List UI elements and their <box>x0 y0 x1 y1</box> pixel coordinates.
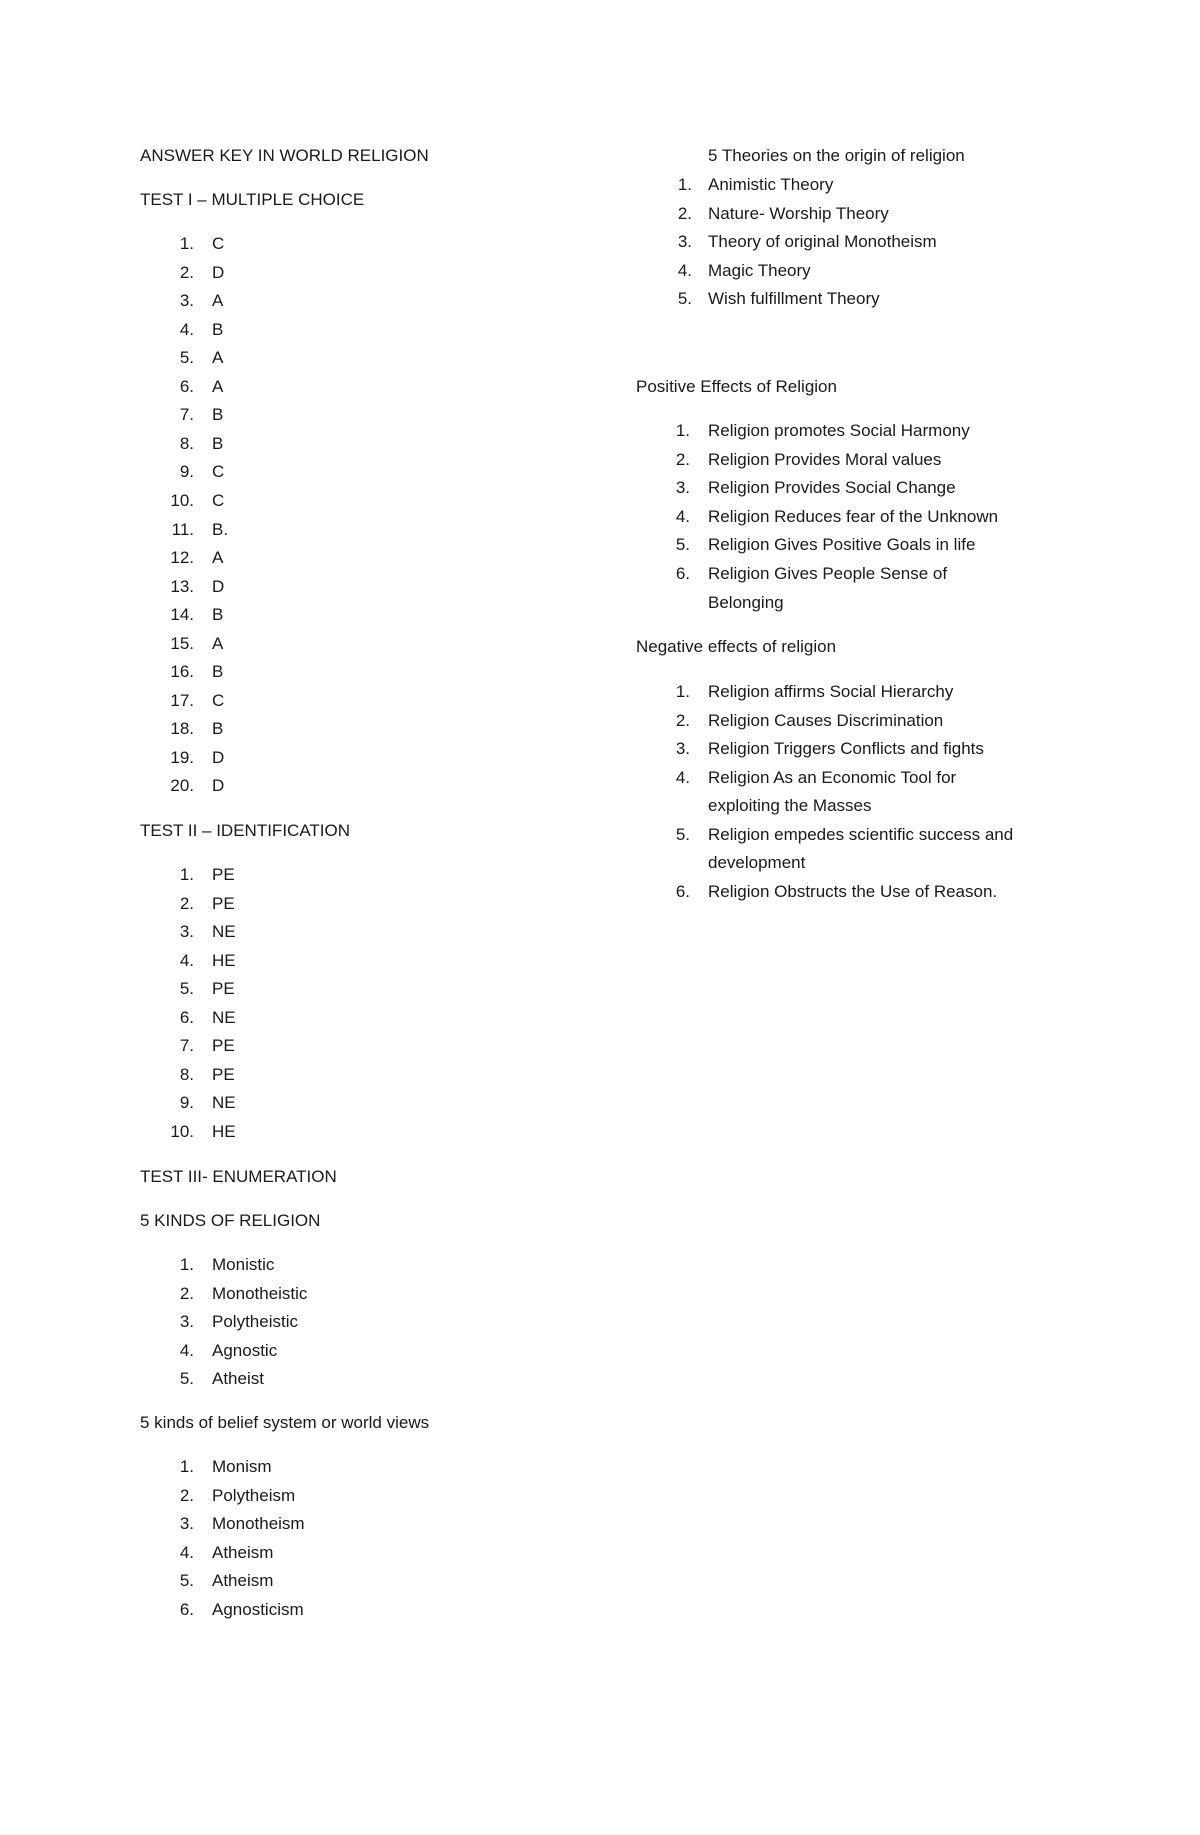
list-item-number: 3. <box>179 1312 194 1332</box>
list-item <box>140 1121 236 1143</box>
list-item-text-continued: development <box>708 853 806 872</box>
list-item-number: 2. <box>179 1485 194 1505</box>
list-item <box>140 1340 278 1362</box>
list-item-text: B <box>212 319 224 339</box>
list-item <box>672 288 880 310</box>
list-item <box>140 1570 274 1592</box>
kinds-of-religion-heading: 5 KINDS OF RELIGION <box>140 1211 321 1230</box>
list-item-number: 18. <box>170 719 194 739</box>
list-item-number: 9. <box>179 1093 194 1113</box>
list-item-text: PE <box>212 1036 235 1056</box>
list-item-text: B <box>212 719 224 739</box>
list-item-text: Wish fulfillment Theory <box>708 289 880 309</box>
list-item-number: 5. <box>675 535 690 555</box>
list-item-text: B <box>212 405 224 425</box>
list-item-number: 6. <box>675 564 690 583</box>
list-item-text: A <box>212 291 224 311</box>
list-item-number: 4. <box>179 1340 194 1360</box>
list-item-text: D <box>212 776 225 796</box>
list-item-text: B <box>212 605 224 625</box>
list-item <box>140 1542 274 1564</box>
list-item-number: 4. <box>675 767 690 787</box>
list-item <box>140 1254 275 1276</box>
list-item <box>140 864 235 886</box>
list-item-number: 2. <box>675 710 690 730</box>
list-item-text: Religion Triggers Conflicts and fights <box>708 739 984 758</box>
list-item-text: Religion promotes Social Harmony <box>708 421 970 440</box>
list-item <box>140 1092 236 1114</box>
list-item-number: 10. <box>170 1121 194 1141</box>
list-item <box>140 718 224 740</box>
list-item <box>140 1283 308 1305</box>
list-item-text: HE <box>212 950 236 970</box>
list-item-text: Religion Reduces fear of the Unknown <box>708 506 999 526</box>
list-item-number: 1. <box>179 1255 194 1274</box>
list-item-text: Religion Obstructs the Use of Reason. <box>708 881 998 901</box>
list-item <box>140 1485 296 1507</box>
list-item <box>140 1035 235 1057</box>
list-item <box>140 1456 272 1478</box>
list-item <box>140 978 235 1000</box>
list-item-text: Agnostic <box>212 1340 278 1360</box>
list-item-text: NE <box>212 1007 236 1027</box>
list-item-number: 7. <box>179 1036 194 1056</box>
list-item-number: 16. <box>170 662 194 682</box>
list-item <box>140 347 224 369</box>
list-item-text: C <box>212 462 225 482</box>
list-item-number: 5. <box>179 1571 194 1591</box>
list-item-text: A <box>212 348 224 368</box>
list-item-text: D <box>212 747 225 767</box>
list-item-text: Religion affirms Social Hierarchy <box>708 682 954 701</box>
list-item-number: 8. <box>179 433 194 453</box>
list-item-text: C <box>212 490 225 510</box>
list-item <box>672 174 834 196</box>
list-item <box>140 262 225 284</box>
list-item-text: Atheist <box>212 1369 264 1389</box>
list-item-text: Religion empedes scientific success and <box>708 824 1014 844</box>
list-item-number: 5. <box>179 1369 194 1389</box>
list-item-number: 11. <box>171 519 194 539</box>
list-item-text: B. <box>212 519 229 539</box>
list-item-number: 2. <box>677 203 692 223</box>
list-item-text: Religion As an Economic Tool for <box>708 767 957 787</box>
list-item-text: Religion Causes Discrimination <box>708 710 944 730</box>
list-item-text: Atheism <box>212 1571 274 1591</box>
list-item-text: HE <box>212 1121 236 1141</box>
list-item-number: 1. <box>179 234 194 253</box>
list-item-text: Monotheism <box>212 1514 305 1534</box>
list-item-text: NE <box>212 922 236 942</box>
list-item-number: 15. <box>170 633 194 653</box>
test1-heading: TEST I – MULTIPLE CHOICE <box>140 190 365 209</box>
list-item-text: Monotheistic <box>212 1283 308 1303</box>
list-item-text: PE <box>212 1064 235 1084</box>
list-item-number: 7. <box>179 405 194 425</box>
list-item-text: B <box>212 433 224 453</box>
list-item-text: PE <box>212 865 235 884</box>
list-item-number: 4. <box>179 1542 194 1562</box>
list-item-number: 5. <box>179 348 194 368</box>
list-item-number: 9. <box>179 462 194 482</box>
list-item <box>140 1368 264 1390</box>
list-item <box>140 547 224 569</box>
list-item-number: 6. <box>179 1599 194 1619</box>
list-item-text: NE <box>212 1093 236 1113</box>
list-item-number: 5. <box>677 289 692 309</box>
list-item-text: D <box>212 576 225 596</box>
list-item <box>140 519 229 541</box>
list-item-number: 1. <box>677 175 692 194</box>
list-item <box>140 233 225 255</box>
list-item-text: Nature- Worship Theory <box>708 203 889 223</box>
list-item-text: Religion Gives People Sense of <box>708 564 948 583</box>
list-item-number: 4. <box>179 950 194 970</box>
list-item-number: 1. <box>675 421 690 440</box>
list-item-number: 3. <box>675 739 690 758</box>
list-item-text: C <box>212 690 225 710</box>
list-item <box>140 661 224 683</box>
list-item <box>140 290 224 312</box>
list-item-text: A <box>212 633 224 653</box>
list-item-number: 2. <box>675 449 690 469</box>
list-item <box>140 461 225 483</box>
list-item <box>140 433 224 455</box>
list-item-text: Animistic Theory <box>708 175 834 194</box>
list-item-number: 1. <box>675 682 690 701</box>
theories-heading: 5 Theories on the origin of religion <box>708 146 965 165</box>
list-item-text: Monistic <box>212 1255 275 1274</box>
list-item <box>140 576 225 598</box>
positive-effects-heading: Positive Effects of Religion <box>636 377 837 396</box>
list-item <box>672 231 937 253</box>
list-item-text: Monism <box>212 1457 272 1476</box>
list-item-number: 10. <box>170 490 194 510</box>
list-item-number: 3. <box>179 291 194 311</box>
list-item-text: PE <box>212 893 235 913</box>
list-item <box>140 775 225 797</box>
list-item-text: A <box>212 548 224 568</box>
list-item-text: C <box>212 234 225 253</box>
list-item <box>140 921 236 943</box>
list-item-number: 8. <box>179 1064 194 1084</box>
list-item <box>672 203 889 225</box>
belief-systems-heading: 5 kinds of belief system or world views <box>140 1413 430 1432</box>
list-item-number: 12. <box>170 548 194 568</box>
list-item-number: 19. <box>170 747 194 767</box>
list-item <box>140 376 224 398</box>
list-item-number: 6. <box>179 1007 194 1027</box>
list-item <box>140 604 224 626</box>
list-item <box>140 1311 298 1333</box>
list-item <box>140 747 225 769</box>
list-item-number: 2. <box>179 262 194 282</box>
list-item-number: 17. <box>170 690 194 710</box>
list-item <box>140 404 224 426</box>
list-item-text: PE <box>212 979 235 999</box>
list-item <box>140 690 225 712</box>
negative-effects-heading: Negative effects of religion <box>636 637 837 656</box>
list-item <box>672 260 811 282</box>
list-item-number: 3. <box>677 232 692 252</box>
list-item <box>140 1007 236 1029</box>
list-item <box>140 1599 304 1621</box>
list-item <box>140 950 236 972</box>
list-item-number: 5. <box>675 824 690 844</box>
list-item-number: 1. <box>179 1457 194 1476</box>
list-item <box>140 1513 305 1535</box>
list-item-text-continued: exploiting the Masses <box>708 796 872 815</box>
list-item-number: 20. <box>170 776 194 796</box>
list-item-text: Atheism <box>212 1542 274 1562</box>
list-item-text: Religion Provides Social Change <box>708 478 956 498</box>
list-item <box>140 319 224 341</box>
list-item <box>140 1064 235 1086</box>
list-item-text: Magic Theory <box>708 260 811 280</box>
list-item-number: 1. <box>179 865 194 884</box>
test3-heading: TEST III- ENUMERATION <box>140 1167 337 1186</box>
list-item-text: Religion Gives Positive Goals in life <box>708 535 976 555</box>
list-item-text: Polytheism <box>212 1485 296 1505</box>
list-item-number: 2. <box>179 893 194 913</box>
document-title: ANSWER KEY IN WORLD RELIGION <box>140 146 429 165</box>
list-item-number: 5. <box>179 979 194 999</box>
list-item-text: A <box>212 376 224 396</box>
list-item-text: Theory of original Monotheism <box>708 232 937 252</box>
list-item-number: 2. <box>179 1283 194 1303</box>
list-item <box>140 633 224 655</box>
list-item-text: D <box>212 262 225 282</box>
test2-heading: TEST II – IDENTIFICATION <box>140 821 351 840</box>
list-item-text-continued: Belonging <box>708 592 784 612</box>
list-item-number: 3. <box>179 1514 194 1534</box>
list-item-text: Polytheistic <box>212 1312 298 1332</box>
list-item <box>140 893 235 915</box>
list-item <box>140 490 225 512</box>
list-item-number: 4. <box>179 319 194 339</box>
list-item-number: 6. <box>675 881 690 901</box>
list-item-number: 3. <box>675 478 690 498</box>
list-item-number: 14. <box>170 605 194 625</box>
list-item-text: Religion Provides Moral values <box>708 449 942 469</box>
list-item-number: 6. <box>179 376 194 396</box>
list-item-text: Agnosticism <box>212 1599 304 1619</box>
list-item-text: B <box>212 662 224 682</box>
list-item-number: 4. <box>677 260 692 280</box>
list-item-number: 13. <box>170 576 194 596</box>
list-item-number: 4. <box>675 506 690 526</box>
list-item-number: 3. <box>179 922 194 942</box>
